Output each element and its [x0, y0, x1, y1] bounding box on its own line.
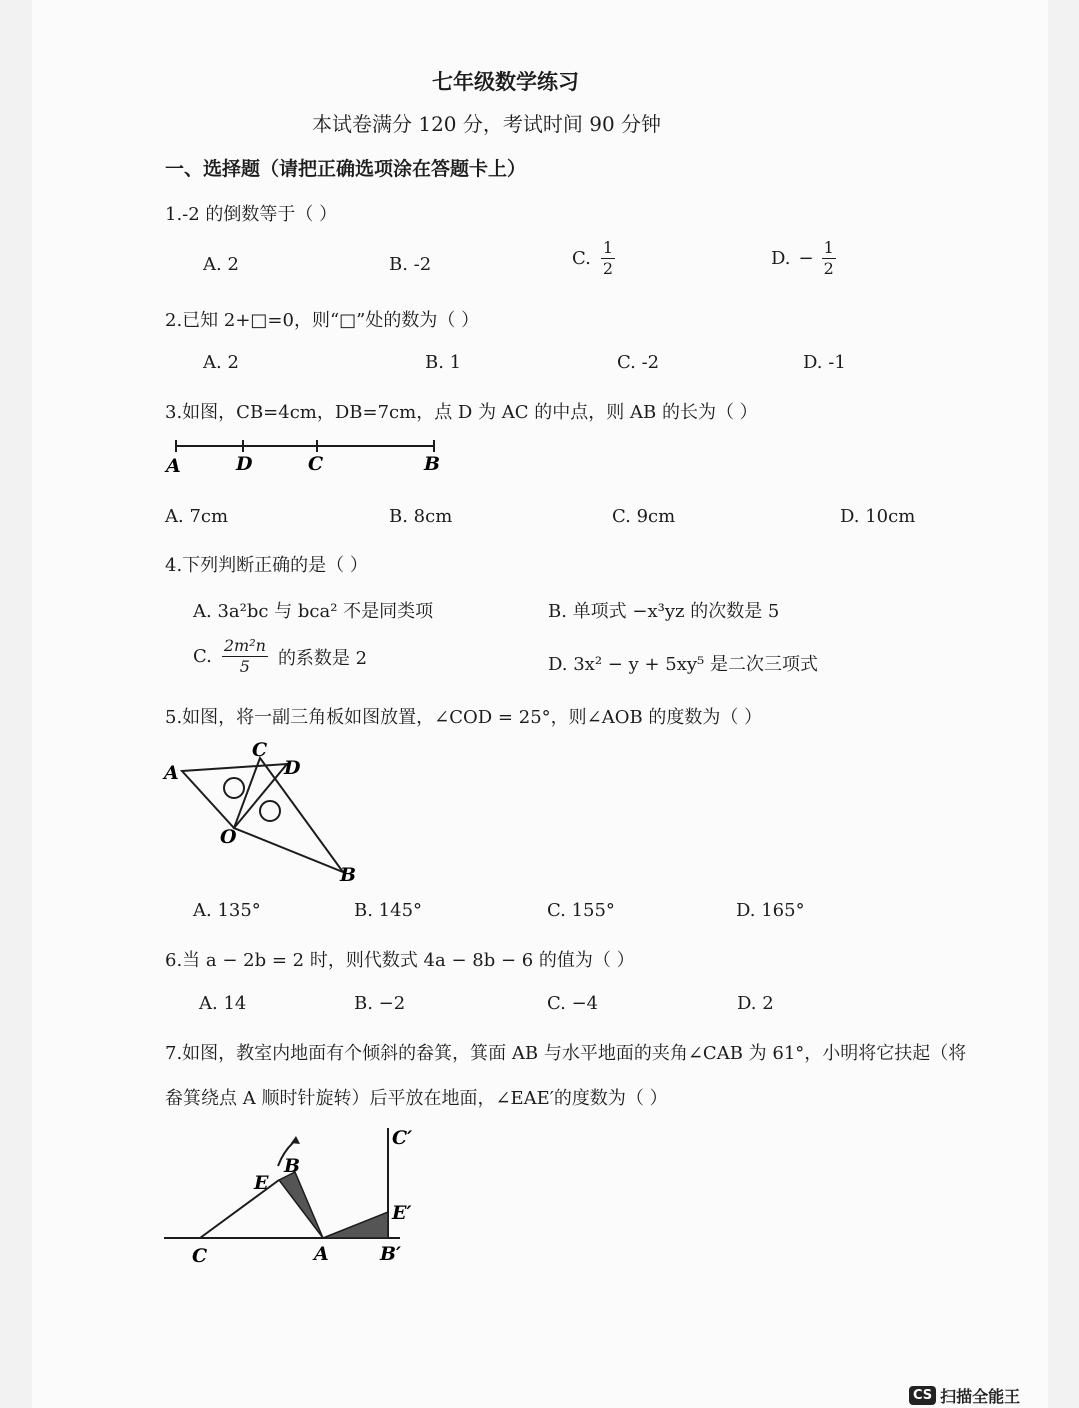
question-5-option-b: B. 145°	[354, 900, 423, 921]
watermark-text: 扫描全能王	[940, 1387, 1021, 1406]
point-label-e-prime: E′	[392, 1202, 412, 1224]
point-label-a: A	[314, 1243, 329, 1265]
question-5-option-d: D. 165°	[736, 900, 805, 921]
question-5-option-a: A. 135°	[193, 900, 261, 921]
question-6-option-a: A. 14	[199, 993, 247, 1014]
fraction	[601, 240, 615, 277]
option-c-text: 的系数是 2	[277, 647, 368, 669]
question-3-option-c: C. 9cm	[612, 506, 676, 527]
question-4-option-c	[193, 638, 367, 675]
question-2-option-b: B. 1	[425, 352, 462, 373]
page-title: 七年级数学练习	[432, 69, 579, 94]
board-hole	[260, 801, 280, 821]
tilted-dustpan	[279, 1172, 323, 1238]
point-label-c: C	[192, 1245, 208, 1267]
question-6-option-b: B. −2	[354, 993, 406, 1014]
question-1-option-c	[572, 240, 615, 277]
flat-dustpan	[323, 1212, 388, 1238]
cs-logo-icon: CS	[909, 1386, 936, 1405]
question-1-option-a: A. 2	[203, 254, 239, 275]
fraction-numerator: 2m²n	[223, 636, 266, 655]
point-label-d: D	[236, 453, 253, 475]
question-4-option-d: D. 3x² − y + 5xy⁵ 是二次三项式	[548, 654, 818, 675]
point-label-c: C	[252, 739, 268, 761]
point-label-a: A	[166, 455, 181, 477]
question-5-option-c: C. 155°	[547, 900, 615, 921]
point-label-b-prime: B′	[380, 1243, 402, 1265]
question-1-option-b: B. -2	[389, 254, 432, 275]
question-7-stem-line-1: 7.如图，教室内地面有个倾斜的畚箕，箕面 AB 与水平地面的夹角∠CAB 为 61°，小明将它扶起（将	[165, 1043, 967, 1064]
scanner-watermark	[909, 1384, 1020, 1407]
question-3-option-b: B. 8cm	[389, 506, 453, 527]
question-2-option-d: D. -1	[803, 352, 846, 373]
question-3-stem: 3.如图，CB=4cm，DB=7cm，点 D 为 AC 的中点，则 AB 的长为（ ）	[165, 402, 758, 423]
question-2-stem: 2.已知 2+□=0，则“□”处的数为（ ）	[165, 310, 480, 331]
rotation-arrowhead-icon	[291, 1136, 300, 1144]
question-7-stem-line-2: 畚箕绕点 A 顺时针旋转）后平放在地面，∠EAE′的度数为（ ）	[165, 1088, 668, 1109]
triangle-boards-figure	[160, 736, 370, 888]
point-label-e: E	[254, 1172, 269, 1194]
option-c-label: C.	[572, 248, 591, 269]
question-2-option-a: A. 2	[203, 352, 239, 373]
question-4-option-b: B. 单项式 −x³yz 的次数是 5	[548, 601, 780, 622]
point-label-a: A	[164, 762, 179, 784]
question-6-option-c: C. −4	[547, 993, 599, 1014]
line-segment-figure	[160, 436, 460, 482]
point-label-d: D	[284, 757, 301, 779]
question-4-stem: 4.下列判断正确的是（ ）	[165, 555, 368, 576]
option-d-label: D.	[771, 248, 791, 269]
question-1-option-d	[771, 240, 836, 277]
question-4-option-a: A. 3a²bc 与 bca² 不是同类项	[193, 601, 434, 622]
fraction	[822, 240, 836, 277]
question-3-option-a: A. 7cm	[165, 506, 229, 527]
fraction-numerator: 1	[823, 238, 834, 257]
fraction-denominator: 2	[602, 259, 614, 278]
question-1-stem: 1.-2 的倒数等于（ ）	[165, 204, 338, 225]
point-label-b: B	[340, 864, 357, 886]
fraction-denominator: 2	[823, 259, 834, 278]
point-label-b: B	[424, 453, 441, 475]
question-5-stem: 5.如图，将一副三角板如图放置，∠COD = 25°，则∠AOB 的度数为（ ）	[165, 707, 763, 728]
page-subtitle: 本试卷满分 120 分，考试时间 90 分钟	[312, 112, 662, 136]
fraction	[222, 638, 268, 675]
board-hole	[224, 778, 244, 798]
point-label-c-prime: C′	[392, 1127, 413, 1149]
point-label-c: C	[308, 453, 324, 475]
minus-sign: −	[798, 248, 814, 269]
question-3-option-d: D. 10cm	[840, 506, 916, 527]
fraction-numerator: 1	[602, 238, 614, 257]
question-6-stem: 6.当 a − 2b = 2 时，则代数式 4a − 8b − 6 的值为（ ）	[165, 950, 635, 971]
question-6-option-d: D. 2	[737, 993, 774, 1014]
point-label-o: O	[220, 826, 237, 848]
option-c-label: C.	[193, 646, 212, 667]
section-heading: 一、选择题（请把正确选项涂在答题卡上）	[165, 158, 527, 180]
fraction-denominator: 5	[239, 657, 250, 676]
dustpan-rotation-figure	[160, 1122, 430, 1270]
point-label-b: B	[284, 1155, 301, 1177]
question-2-option-c: C. -2	[617, 352, 660, 373]
